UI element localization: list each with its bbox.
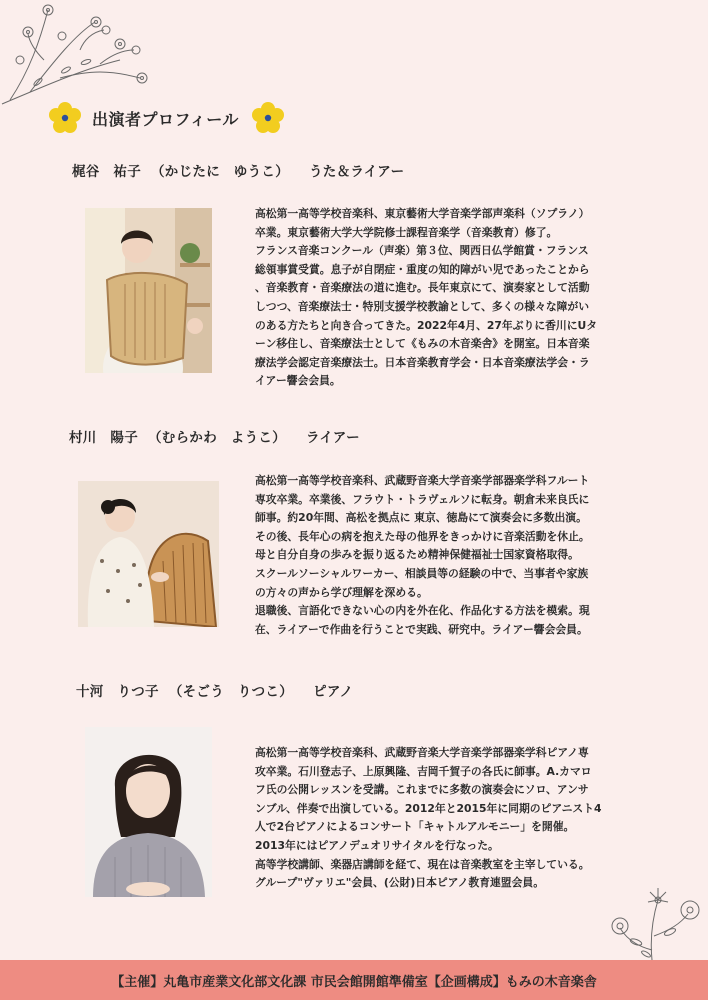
bio-line: 在、ライアーで作曲を行うことで実践、研究中。ライアー響会会員。 (255, 622, 588, 636)
bio-line: 専攻卒業。卒業後、フラウト・トラヴェルソに転身。朝倉未来良氏に (255, 492, 590, 506)
bio-line: しつつ、音楽療法士・特別支援学校教諭として、多くの様々な障がい (255, 299, 590, 313)
yellow-flower-icon (48, 101, 82, 135)
bio-line: その後、長年心の病を抱えた母の他界をきっかけに音楽活動を休止。 (255, 529, 590, 543)
bio-line: の方々の声から学び理解を深める。 (255, 585, 428, 599)
performer-photo (85, 727, 212, 897)
performer-role: ピアノ (313, 684, 354, 700)
performer-bio (255, 205, 643, 391)
bio-line: のある方たちと向き合ってきた。2022年4月、27年ぶりに香川にUタ (255, 318, 598, 332)
performer-role: ライアー (306, 430, 360, 446)
performer-name-row (76, 680, 353, 700)
bio-line: 療法学会認定音楽療法士。日本音楽教育学会・日本音楽療法学会・ラ (255, 355, 590, 369)
performer-name-row (69, 426, 360, 446)
bio-line: 高松第一高等学校音楽科、武蔵野音楽大学音楽学部器楽学科フルート (255, 474, 590, 487)
performer-role: うた＆ライアー (309, 164, 405, 180)
performer-reading: （かじたに ゆうこ） (151, 164, 289, 180)
bio-line: イアー響会会員。 (255, 374, 341, 388)
bio-line: 人で2台ピアノによるコンサート「キャトルアルモニー」を開催。 (255, 820, 575, 834)
bio-line: 攻卒業。石川登志子、上原興隆、吉岡千賀子の各氏に師事。A.カマロ (255, 764, 592, 778)
bio-line: 、音楽教育・音楽療法の道に進む。長年東京にて、演奏家として活動 (255, 281, 590, 295)
bio-line: 退職後、言語化できない心の内を外在化、作品化する方法を模索。現 (255, 604, 590, 618)
performer-name-row (72, 160, 404, 180)
performer-reading: （そごう りつこ） (168, 684, 294, 700)
bio-line: スクールソーシャルワーカー、相談員等の経験の中で、当事者や家族 (255, 566, 589, 580)
performer-name: 梶谷 祐子 (72, 164, 141, 180)
floral-decoration-icon (0, 0, 170, 110)
yellow-flower-icon (251, 101, 285, 135)
title-row (48, 100, 285, 136)
bio-line: ーン移住し、音楽療法士として《もみの木音楽舎》を開室。日本音楽 (255, 337, 590, 351)
performer-name: 村川 陽子 (69, 430, 138, 446)
bio-line: 高松第一高等学校音楽科、武蔵野音楽大学音楽学部器楽学科ピアノ専 (255, 746, 589, 759)
bio-line: フランス音楽コンクール（声楽）第３位、関西日仏学館賞・フランス (255, 244, 589, 258)
bio-line: 2013年にはピアノデュオリサイタルを行なった。 (255, 838, 499, 852)
footer-bar (0, 960, 708, 1000)
bio-line: 師事。約20年間、高松を拠点に 東京、徳島にて演奏会に多数出演。 (255, 511, 587, 525)
performer-photo (78, 481, 219, 627)
bio-line: フ氏の公開レッスンを受講。これまでに多数の演奏会にソロ、アンサ (255, 783, 589, 797)
floral-decoration-icon (596, 880, 708, 960)
bio-line: ンブル、伴奏で出演している。2012年と2015年に同期のピアニスト4 (255, 801, 602, 815)
footer-sponsor: 【主催】丸亀市産業文化部文化課 市民会館開館準備室 (111, 974, 428, 990)
performer-bio (255, 472, 643, 639)
bio-line: 高等学校講師、楽器店講師を経て、現在は音楽教室を主宰している。 (255, 857, 590, 871)
performer-name: 十河 りつ子 (76, 684, 159, 700)
performer-photo (85, 208, 212, 373)
bio-line: 総領事賞受賞。息子が自閉症・重度の知的障がい児であったことから (255, 262, 590, 276)
bio-line: 卒業。東京藝術大学大学院修士課程音楽学（音楽教育）修了。 (255, 225, 558, 239)
page-title: 出演者プロフィール (92, 109, 239, 129)
performer-reading: （むらかわ ようこ） (148, 430, 286, 446)
bio-line: 高松第一高等学校音楽科、東京藝術大学音楽学部声楽科（ソプラノ） (255, 207, 590, 220)
bio-line: 母と自分自身の歩みを振り返るため精神保健福祉士国家資格取得。 (255, 548, 579, 562)
bio-line: グループ"ヴァリエ"会員、(公財)日本ピアノ教育連盟会員。 (255, 876, 544, 890)
performer-bio (255, 744, 643, 893)
footer-planner: 【企画構成】もみの木音楽舎 (427, 974, 597, 990)
